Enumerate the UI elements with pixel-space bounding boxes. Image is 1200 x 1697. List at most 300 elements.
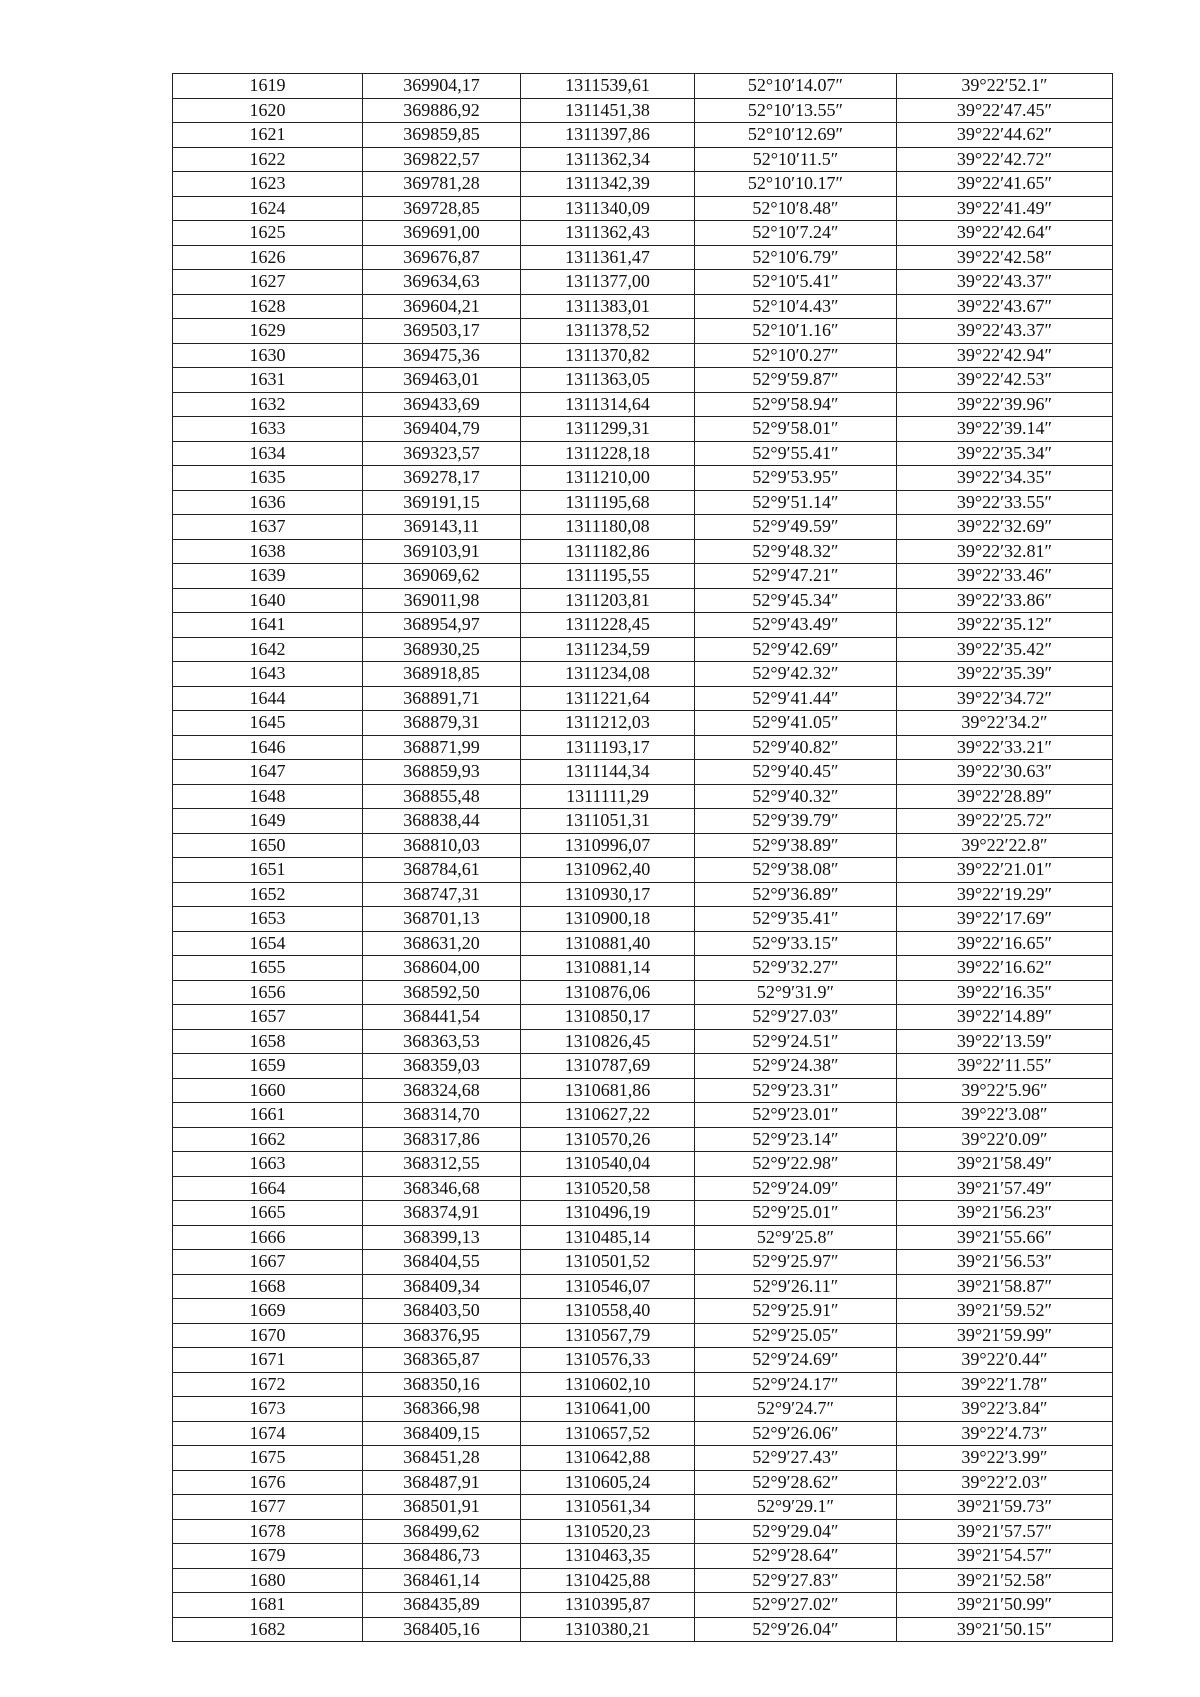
point-number-cell: 1622 [173,147,363,172]
y-coordinate-cell: 1311195,55 [521,564,695,589]
table-row [173,1617,1113,1642]
x-coordinate-cell: 369904,17 [363,74,521,99]
longitude-cell: 39°22′0.09″ [897,1127,1113,1152]
table-row [173,1397,1113,1422]
table-row [173,760,1113,785]
x-coordinate-cell: 368317,86 [363,1127,521,1152]
point-number-cell: 1650 [173,833,363,858]
latitude-cell: 52°10′14.07″ [695,74,897,99]
latitude-cell: 52°9′23.31″ [695,1078,897,1103]
point-number-cell: 1628 [173,294,363,319]
point-number-cell: 1643 [173,662,363,687]
longitude-cell: 39°22′43.67″ [897,294,1113,319]
y-coordinate-cell: 1310463,35 [521,1544,695,1569]
y-coordinate-cell: 1311221,64 [521,686,695,711]
latitude-cell: 52°9′25.8″ [695,1225,897,1250]
table-row [173,858,1113,883]
point-number-cell: 1654 [173,931,363,956]
longitude-cell: 39°21′59.73″ [897,1495,1113,1520]
y-coordinate-cell: 1310627,22 [521,1103,695,1128]
longitude-cell: 39°22′21.01″ [897,858,1113,883]
coordinates-table-body [173,74,1113,1642]
point-number-cell: 1655 [173,956,363,981]
table-row [173,1054,1113,1079]
point-number-cell: 1637 [173,515,363,540]
x-coordinate-cell: 369503,17 [363,319,521,344]
latitude-cell: 52°9′41.05″ [695,711,897,736]
latitude-cell: 52°9′24.69″ [695,1348,897,1373]
latitude-cell: 52°9′29.1″ [695,1495,897,1520]
point-number-cell: 1624 [173,196,363,221]
table-row [173,1421,1113,1446]
x-coordinate-cell: 368435,89 [363,1593,521,1618]
x-coordinate-cell: 369859,85 [363,123,521,148]
y-coordinate-cell: 1310930,17 [521,882,695,907]
table-row [173,417,1113,442]
y-coordinate-cell: 1311362,34 [521,147,695,172]
table-row [173,1323,1113,1348]
x-coordinate-cell: 368501,91 [363,1495,521,1520]
table-row [173,980,1113,1005]
latitude-cell: 52°9′22.98″ [695,1152,897,1177]
x-coordinate-cell: 368487,91 [363,1470,521,1495]
point-number-cell: 1679 [173,1544,363,1569]
longitude-cell: 39°22′33.55″ [897,490,1113,515]
point-number-cell: 1681 [173,1593,363,1618]
longitude-cell: 39°22′44.62″ [897,123,1113,148]
latitude-cell: 52°9′27.43″ [695,1446,897,1471]
longitude-cell: 39°22′43.37″ [897,270,1113,295]
longitude-cell: 39°22′28.89″ [897,784,1113,809]
longitude-cell: 39°22′16.35″ [897,980,1113,1005]
table-row [173,172,1113,197]
y-coordinate-cell: 1311228,45 [521,613,695,638]
table-row [173,1225,1113,1250]
point-number-cell: 1663 [173,1152,363,1177]
longitude-cell: 39°22′42.53″ [897,368,1113,393]
x-coordinate-cell: 368784,61 [363,858,521,883]
y-coordinate-cell: 1311377,00 [521,270,695,295]
longitude-cell: 39°22′3.99″ [897,1446,1113,1471]
y-coordinate-cell: 1311397,86 [521,123,695,148]
longitude-cell: 39°21′57.49″ [897,1176,1113,1201]
y-coordinate-cell: 1311363,05 [521,368,695,393]
y-coordinate-cell: 1311210,00 [521,466,695,491]
table-row [173,539,1113,564]
longitude-cell: 39°22′2.03″ [897,1470,1113,1495]
table-row [173,1250,1113,1275]
longitude-cell: 39°21′57.57″ [897,1519,1113,1544]
latitude-cell: 52°9′48.32″ [695,539,897,564]
x-coordinate-cell: 368441,54 [363,1005,521,1030]
latitude-cell: 52°9′25.97″ [695,1250,897,1275]
table-row [173,1274,1113,1299]
longitude-cell: 39°22′35.34″ [897,441,1113,466]
table-row [173,515,1113,540]
y-coordinate-cell: 1311193,17 [521,735,695,760]
longitude-cell: 39°22′33.21″ [897,735,1113,760]
latitude-cell: 52°9′26.11″ [695,1274,897,1299]
x-coordinate-cell: 368838,44 [363,809,521,834]
point-number-cell: 1662 [173,1127,363,1152]
latitude-cell: 52°10′1.16″ [695,319,897,344]
table-row [173,833,1113,858]
longitude-cell: 39°22′16.62″ [897,956,1113,981]
point-number-cell: 1657 [173,1005,363,1030]
point-number-cell: 1634 [173,441,363,466]
table-row [173,735,1113,760]
y-coordinate-cell: 1311234,08 [521,662,695,687]
table-row [173,490,1113,515]
latitude-cell: 52°10′6.79″ [695,245,897,270]
x-coordinate-cell: 368631,20 [363,931,521,956]
longitude-cell: 39°22′30.63″ [897,760,1113,785]
y-coordinate-cell: 1310900,18 [521,907,695,932]
longitude-cell: 39°22′33.46″ [897,564,1113,589]
latitude-cell: 52°10′0.27″ [695,343,897,368]
x-coordinate-cell: 369886,92 [363,98,521,123]
y-coordinate-cell: 1310561,34 [521,1495,695,1520]
table-row [173,784,1113,809]
x-coordinate-cell: 368376,95 [363,1323,521,1348]
point-number-cell: 1670 [173,1323,363,1348]
table-row [173,1544,1113,1569]
y-coordinate-cell: 1310380,21 [521,1617,695,1642]
table-row [173,1152,1113,1177]
y-coordinate-cell: 1310570,26 [521,1127,695,1152]
latitude-cell: 52°9′31.9″ [695,980,897,1005]
latitude-cell: 52°10′10.17″ [695,172,897,197]
point-number-cell: 1653 [173,907,363,932]
latitude-cell: 52°9′39.79″ [695,809,897,834]
latitude-cell: 52°10′13.55″ [695,98,897,123]
point-number-cell: 1677 [173,1495,363,1520]
y-coordinate-cell: 1310520,58 [521,1176,695,1201]
table-row [173,711,1113,736]
latitude-cell: 52°9′27.03″ [695,1005,897,1030]
latitude-cell: 52°9′40.45″ [695,760,897,785]
point-number-cell: 1649 [173,809,363,834]
latitude-cell: 52°9′36.89″ [695,882,897,907]
table-row [173,319,1113,344]
x-coordinate-cell: 368374,91 [363,1201,521,1226]
latitude-cell: 52°9′24.38″ [695,1054,897,1079]
y-coordinate-cell: 1311180,08 [521,515,695,540]
point-number-cell: 1630 [173,343,363,368]
latitude-cell: 52°9′49.59″ [695,515,897,540]
table-row [173,1078,1113,1103]
latitude-cell: 52°9′35.41″ [695,907,897,932]
latitude-cell: 52°9′42.69″ [695,637,897,662]
y-coordinate-cell: 1310558,40 [521,1299,695,1324]
point-number-cell: 1646 [173,735,363,760]
longitude-cell: 39°21′50.15″ [897,1617,1113,1642]
longitude-cell: 39°22′11.55″ [897,1054,1113,1079]
point-number-cell: 1675 [173,1446,363,1471]
table-row [173,294,1113,319]
x-coordinate-cell: 368403,50 [363,1299,521,1324]
x-coordinate-cell: 369822,57 [363,147,521,172]
latitude-cell: 52°10′8.48″ [695,196,897,221]
longitude-cell: 39°22′25.72″ [897,809,1113,834]
x-coordinate-cell: 368747,31 [363,882,521,907]
latitude-cell: 52°10′11.5″ [695,147,897,172]
y-coordinate-cell: 1310641,00 [521,1397,695,1422]
latitude-cell: 52°9′27.83″ [695,1568,897,1593]
table-row [173,931,1113,956]
latitude-cell: 52°9′25.01″ [695,1201,897,1226]
table-row [173,441,1113,466]
table-row [173,1201,1113,1226]
y-coordinate-cell: 1311362,43 [521,221,695,246]
latitude-cell: 52°9′58.01″ [695,417,897,442]
point-number-cell: 1629 [173,319,363,344]
table-row [173,1176,1113,1201]
longitude-cell: 39°22′39.96″ [897,392,1113,417]
y-coordinate-cell: 1311539,61 [521,74,695,99]
latitude-cell: 52°9′53.95″ [695,466,897,491]
point-number-cell: 1647 [173,760,363,785]
point-number-cell: 1680 [173,1568,363,1593]
point-number-cell: 1645 [173,711,363,736]
y-coordinate-cell: 1310520,23 [521,1519,695,1544]
table-row [173,343,1113,368]
point-number-cell: 1642 [173,637,363,662]
table-row [173,588,1113,613]
latitude-cell: 52°9′23.14″ [695,1127,897,1152]
x-coordinate-cell: 368365,87 [363,1348,521,1373]
longitude-cell: 39°22′5.96″ [897,1078,1113,1103]
longitude-cell: 39°22′42.94″ [897,343,1113,368]
x-coordinate-cell: 368350,16 [363,1372,521,1397]
table-row [173,270,1113,295]
latitude-cell: 52°9′45.34″ [695,588,897,613]
x-coordinate-cell: 369404,79 [363,417,521,442]
table-row [173,1593,1113,1618]
latitude-cell: 52°9′27.02″ [695,1593,897,1618]
table-row [173,809,1113,834]
x-coordinate-cell: 369691,00 [363,221,521,246]
y-coordinate-cell: 1310642,88 [521,1446,695,1471]
longitude-cell: 39°22′13.59″ [897,1029,1113,1054]
point-number-cell: 1666 [173,1225,363,1250]
latitude-cell: 52°9′28.62″ [695,1470,897,1495]
x-coordinate-cell: 368891,71 [363,686,521,711]
latitude-cell: 52°9′24.51″ [695,1029,897,1054]
longitude-cell: 39°22′42.58″ [897,245,1113,270]
x-coordinate-cell: 369433,69 [363,392,521,417]
y-coordinate-cell: 1310567,79 [521,1323,695,1348]
table-row [173,882,1113,907]
y-coordinate-cell: 1311299,31 [521,417,695,442]
x-coordinate-cell: 369463,01 [363,368,521,393]
table-row [173,613,1113,638]
y-coordinate-cell: 1311182,86 [521,539,695,564]
y-coordinate-cell: 1311212,03 [521,711,695,736]
longitude-cell: 39°22′16.65″ [897,931,1113,956]
y-coordinate-cell: 1311234,59 [521,637,695,662]
y-coordinate-cell: 1311144,34 [521,760,695,785]
y-coordinate-cell: 1311228,18 [521,441,695,466]
y-coordinate-cell: 1310996,07 [521,833,695,858]
longitude-cell: 39°21′58.87″ [897,1274,1113,1299]
point-number-cell: 1664 [173,1176,363,1201]
y-coordinate-cell: 1311370,82 [521,343,695,368]
table-row [173,1029,1113,1054]
table-row [173,1348,1113,1373]
x-coordinate-cell: 368859,93 [363,760,521,785]
latitude-cell: 52°9′38.08″ [695,858,897,883]
x-coordinate-cell: 368701,13 [363,907,521,932]
latitude-cell: 52°9′24.7″ [695,1397,897,1422]
latitude-cell: 52°9′51.14″ [695,490,897,515]
longitude-cell: 39°22′17.69″ [897,907,1113,932]
y-coordinate-cell: 1310881,14 [521,956,695,981]
point-number-cell: 1632 [173,392,363,417]
latitude-cell: 52°9′23.01″ [695,1103,897,1128]
y-coordinate-cell: 1311340,09 [521,196,695,221]
point-number-cell: 1631 [173,368,363,393]
latitude-cell: 52°10′4.43″ [695,294,897,319]
point-number-cell: 1633 [173,417,363,442]
table-row [173,74,1113,99]
table-row [173,1372,1113,1397]
table-row [173,1495,1113,1520]
point-number-cell: 1661 [173,1103,363,1128]
longitude-cell: 39°22′3.08″ [897,1103,1113,1128]
y-coordinate-cell: 1311203,81 [521,588,695,613]
x-coordinate-cell: 368871,99 [363,735,521,760]
latitude-cell: 52°9′40.82″ [695,735,897,760]
point-number-cell: 1651 [173,858,363,883]
table-row [173,368,1113,393]
x-coordinate-cell: 368592,50 [363,980,521,1005]
latitude-cell: 52°10′5.41″ [695,270,897,295]
x-coordinate-cell: 368499,62 [363,1519,521,1544]
latitude-cell: 52°9′32.27″ [695,956,897,981]
point-number-cell: 1638 [173,539,363,564]
point-number-cell: 1639 [173,564,363,589]
point-number-cell: 1674 [173,1421,363,1446]
point-number-cell: 1625 [173,221,363,246]
table-row [173,1568,1113,1593]
point-number-cell: 1619 [173,74,363,99]
y-coordinate-cell: 1310881,40 [521,931,695,956]
x-coordinate-cell: 368359,03 [363,1054,521,1079]
longitude-cell: 39°21′55.66″ [897,1225,1113,1250]
x-coordinate-cell: 369191,15 [363,490,521,515]
x-coordinate-cell: 368314,70 [363,1103,521,1128]
x-coordinate-cell: 368461,14 [363,1568,521,1593]
longitude-cell: 39°22′32.81″ [897,539,1113,564]
point-number-cell: 1669 [173,1299,363,1324]
point-number-cell: 1678 [173,1519,363,1544]
x-coordinate-cell: 368399,13 [363,1225,521,1250]
x-coordinate-cell: 369011,98 [363,588,521,613]
point-number-cell: 1672 [173,1372,363,1397]
longitude-cell: 39°21′59.99″ [897,1323,1113,1348]
latitude-cell: 52°9′33.15″ [695,931,897,956]
longitude-cell: 39°21′52.58″ [897,1568,1113,1593]
coordinates-table [172,73,1113,1642]
y-coordinate-cell: 1310605,24 [521,1470,695,1495]
x-coordinate-cell: 368312,55 [363,1152,521,1177]
x-coordinate-cell: 369143,11 [363,515,521,540]
latitude-cell: 52°9′24.17″ [695,1372,897,1397]
table-row [173,1470,1113,1495]
x-coordinate-cell: 369634,63 [363,270,521,295]
y-coordinate-cell: 1310540,04 [521,1152,695,1177]
table-row [173,1005,1113,1030]
table-row [173,196,1113,221]
x-coordinate-cell: 368918,85 [363,662,521,687]
x-coordinate-cell: 369323,57 [363,441,521,466]
point-number-cell: 1621 [173,123,363,148]
point-number-cell: 1635 [173,466,363,491]
point-number-cell: 1682 [173,1617,363,1642]
point-number-cell: 1658 [173,1029,363,1054]
y-coordinate-cell: 1310496,19 [521,1201,695,1226]
y-coordinate-cell: 1310876,06 [521,980,695,1005]
point-number-cell: 1652 [173,882,363,907]
y-coordinate-cell: 1310657,52 [521,1421,695,1446]
longitude-cell: 39°22′39.14″ [897,417,1113,442]
point-number-cell: 1648 [173,784,363,809]
point-number-cell: 1671 [173,1348,363,1373]
point-number-cell: 1668 [173,1274,363,1299]
table-row [173,1103,1113,1128]
x-coordinate-cell: 369278,17 [363,466,521,491]
table-row [173,466,1113,491]
x-coordinate-cell: 368604,00 [363,956,521,981]
table-row [173,98,1113,123]
point-number-cell: 1660 [173,1078,363,1103]
y-coordinate-cell: 1310485,14 [521,1225,695,1250]
x-coordinate-cell: 369103,91 [363,539,521,564]
y-coordinate-cell: 1310546,07 [521,1274,695,1299]
latitude-cell: 52°9′58.94″ [695,392,897,417]
y-coordinate-cell: 1310425,88 [521,1568,695,1593]
x-coordinate-cell: 368405,16 [363,1617,521,1642]
longitude-cell: 39°22′32.69″ [897,515,1113,540]
y-coordinate-cell: 1310395,87 [521,1593,695,1618]
x-coordinate-cell: 368954,97 [363,613,521,638]
table-row [173,147,1113,172]
y-coordinate-cell: 1310602,10 [521,1372,695,1397]
y-coordinate-cell: 1311361,47 [521,245,695,270]
latitude-cell: 52°9′59.87″ [695,368,897,393]
longitude-cell: 39°22′41.49″ [897,196,1113,221]
latitude-cell: 52°9′28.64″ [695,1544,897,1569]
table-row [173,1299,1113,1324]
table-row [173,564,1113,589]
longitude-cell: 39°22′19.29″ [897,882,1113,907]
longitude-cell: 39°21′58.49″ [897,1152,1113,1177]
x-coordinate-cell: 368324,68 [363,1078,521,1103]
y-coordinate-cell: 1311195,68 [521,490,695,515]
latitude-cell: 52°9′26.04″ [695,1617,897,1642]
latitude-cell: 52°10′7.24″ [695,221,897,246]
point-number-cell: 1676 [173,1470,363,1495]
y-coordinate-cell: 1310576,33 [521,1348,695,1373]
y-coordinate-cell: 1311383,01 [521,294,695,319]
latitude-cell: 52°9′47.21″ [695,564,897,589]
longitude-cell: 39°22′42.72″ [897,147,1113,172]
longitude-cell: 39°22′43.37″ [897,319,1113,344]
longitude-cell: 39°22′47.45″ [897,98,1113,123]
latitude-cell: 52°9′43.49″ [695,613,897,638]
y-coordinate-cell: 1310501,52 [521,1250,695,1275]
